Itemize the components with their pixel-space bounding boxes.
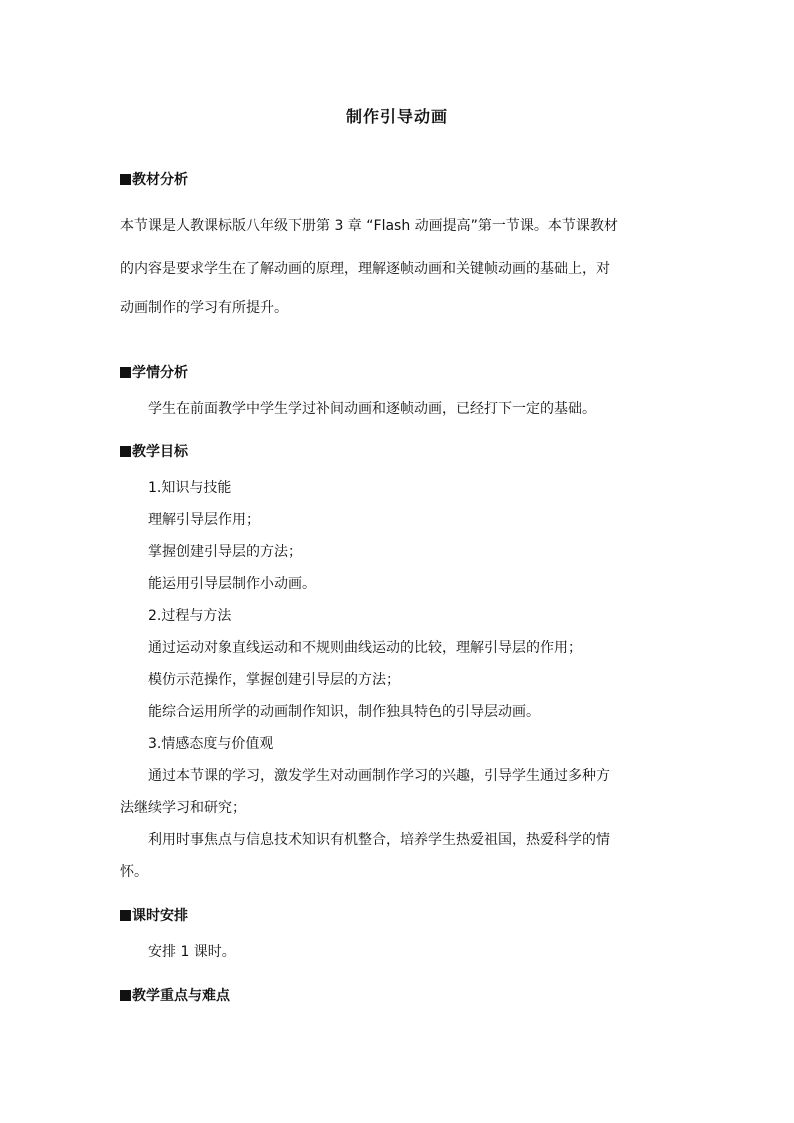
objective-line: 理解引导层作用；: [148, 512, 260, 528]
objective-line: 怀。: [120, 864, 148, 880]
objective-line: 模仿示范操作，掌握创建引导层的方法；: [148, 672, 400, 688]
objective-line: 掌握创建引导层的方法；: [148, 544, 302, 560]
square-bullet-icon: [120, 446, 131, 457]
square-bullet-icon: [120, 174, 131, 185]
document-title: 制作引导动画: [345, 107, 448, 126]
objective-line: 通过运动对象直线运动和不规则曲线运动的比较，理解引导层的作用；: [148, 640, 582, 656]
paragraph-line: 的内容是要求学生在了解动画的原理，理解逐帧动画和关键帧动画的基础上，对: [120, 261, 610, 277]
square-bullet-icon: [120, 910, 131, 921]
heading-material-analysis: 教材分析: [120, 169, 188, 189]
paragraph-line: 安排 1 课时。: [148, 944, 236, 960]
heading-student-analysis: 学情分析: [120, 362, 188, 382]
objective-line: 通过本节课的学习，激发学生对动画制作学习的兴趣，引导学生通过多种方: [148, 768, 610, 784]
objective-line: 能综合运用所学的动画制作知识，制作独具特色的引导层动画。: [148, 704, 540, 720]
objective-line: 1.知识与技能: [148, 480, 232, 496]
heading-class-schedule: 课时安排: [120, 905, 188, 925]
heading-teaching-objectives: 教学目标: [120, 441, 188, 461]
objective-line: 2.过程与方法: [148, 608, 232, 624]
objective-line: 能运用引导层制作小动画。: [148, 576, 316, 592]
square-bullet-icon: [120, 367, 131, 378]
square-bullet-icon: [120, 990, 131, 1001]
paragraph-line: 本节课是人教课标版八年级下册第 3 章 “Flash 动画提高”第一节课。本节课教材: [120, 218, 618, 234]
paragraph-line: 学生在前面教学中学生学过补间动画和逐帧动画，已经打下一定的基础。: [148, 401, 596, 417]
paragraph-line: 动画制作的学习有所提升。: [120, 300, 288, 316]
objective-line: 利用时事焦点与信息技术知识有机整合，培养学生热爱祖国，热爱科学的情: [148, 832, 610, 848]
objective-line: 法继续学习和研究；: [120, 800, 246, 816]
heading-key-points: 教学重点与难点: [120, 985, 230, 1005]
objective-line: 3.情感态度与价值观: [148, 736, 274, 752]
